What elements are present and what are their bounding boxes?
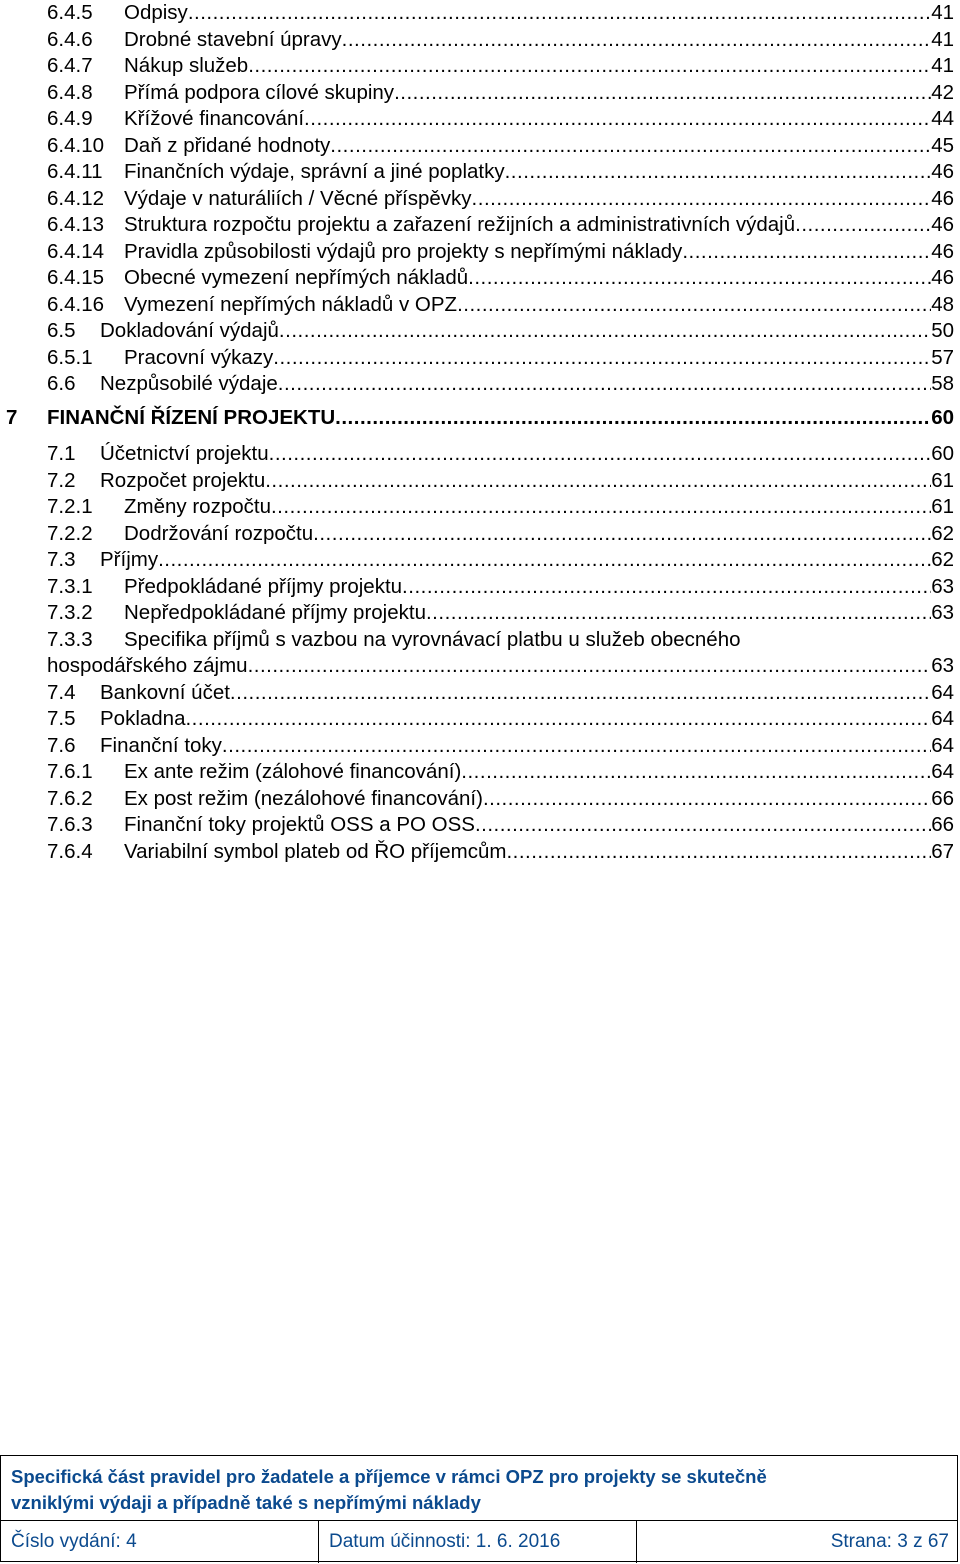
toc-leader-dots (269, 441, 932, 467)
toc-entry-title: Struktura rozpočtu projektu a zařazení režijních a administrativních výdajů (124, 213, 796, 236)
toc-entry-page: 45 (931, 133, 954, 157)
toc-entry-page: 64 (931, 680, 954, 704)
toc-entry-number: 7.3.1 (47, 574, 93, 598)
toc-leader-dots (394, 80, 931, 106)
toc-entry[interactable] (47, 521, 954, 547)
toc-entry-page: 41 (931, 54, 954, 77)
toc-entry-page: 46 (931, 160, 954, 183)
toc-entry[interactable] (47, 812, 954, 838)
toc-entry-title: Ex post režim (nezálohové financování) (124, 786, 483, 810)
toc-entry-page: 67 (931, 839, 954, 863)
toc-entry-page: 64 (931, 760, 954, 783)
toc-entry-title: Ex ante režim (zálohové financování) (124, 760, 462, 783)
toc-leader-dots (461, 759, 931, 785)
toc-entry-page: 66 (931, 813, 954, 836)
toc-entry-number: 6.5.1 (47, 345, 93, 369)
toc-entry-title: Pravidla způsobilosti výdajů pro projekty s nepřímými náklady (124, 239, 683, 263)
toc-entry-number: 6.4.5 (47, 1, 93, 24)
toc-entry-title: Drobné stavební úpravy (124, 27, 342, 51)
toc-entry-page: 66 (931, 786, 954, 810)
toc-leader-dots (158, 547, 931, 573)
toc-leader-dots (475, 812, 931, 838)
toc-entry-page: 63 (931, 601, 954, 624)
footer-effective-date: Datum účinnosti: 1. 6. 2016 (319, 1521, 637, 1563)
toc-entry-title: Přímá podpora cílové skupiny (124, 80, 395, 104)
toc-entry[interactable] (47, 345, 954, 371)
toc-entry-page: 46 (931, 266, 954, 289)
toc-entry-title: Vymezení nepřímých nákladů v OPZ (124, 292, 458, 316)
toc-leader-dots (795, 212, 931, 238)
toc-leader-dots (248, 53, 931, 79)
toc-entry[interactable] (47, 133, 954, 159)
toc-leader-dots (185, 706, 931, 732)
toc-entry-title: Nákup služeb (124, 54, 249, 77)
toc-leader-dots (304, 106, 931, 132)
toc-leader-dots (468, 265, 931, 291)
toc-entry-number: 7.4 (47, 680, 76, 704)
footer-document-title (1, 1456, 957, 1521)
toc-entry[interactable] (47, 547, 954, 573)
toc-leader-dots (335, 405, 931, 431)
toc-entry-title: Výdaje v naturáliích / Věcné příspěvky (124, 186, 472, 210)
toc-entry[interactable] (47, 27, 954, 53)
toc-entry-page: 60 (931, 442, 954, 465)
toc-entry-number: 6.4.6 (47, 27, 93, 51)
footer-title-line-1: Specifická část pravidel pro žadatele a příjemce v rámci OPZ pro projekty se skutečně (11, 1466, 767, 1487)
toc-leader-dots (483, 786, 931, 812)
toc-entry-page: 46 (931, 239, 954, 263)
toc-entry[interactable] (47, 839, 954, 865)
toc-entry[interactable] (47, 733, 954, 759)
toc-entry-title: Finanční toky projektů OSS a PO OSS (124, 813, 475, 836)
toc-entry-number: 6.4.11 (47, 160, 103, 183)
footer-title-line-2: vzniklými výdaji a případně také s nepřímými náklady (11, 1492, 481, 1513)
toc-entry-title: Bankovní účet (100, 680, 230, 704)
toc-entry[interactable] (47, 680, 954, 706)
toc-entry-title: Příjmy (100, 548, 159, 571)
toc-entry[interactable] (47, 265, 954, 291)
toc-entry-number: 6.5 (47, 319, 76, 342)
toc-entry[interactable] (47, 759, 954, 785)
toc-entry[interactable] (47, 292, 954, 318)
toc-entry-title: Křížové financování (124, 107, 305, 130)
toc-entry-title: Dodržování rozpočtu (124, 521, 314, 545)
toc-entry[interactable] (47, 186, 954, 212)
toc-entry[interactable] (47, 627, 954, 653)
toc-entry-page: 58 (931, 372, 954, 395)
footer-page-number: Strana: 3 z 67 (830, 1531, 949, 1552)
toc-entry-page: 50 (931, 319, 954, 342)
toc-entry-title: Předpokládané příjmy projektu (124, 574, 403, 598)
toc-entry-number: 7.3.3 (47, 627, 93, 651)
toc-entry-number: 7.6 (47, 733, 76, 757)
toc-entry-number: 7.6.4 (47, 839, 93, 863)
toc-entry-title: Změny rozpočtu (124, 495, 271, 518)
toc-entry-number: 7 (6, 405, 18, 429)
toc-entry-page: 64 (931, 733, 954, 757)
toc-chapter-entry[interactable] (6, 405, 954, 431)
toc-leader-dots (230, 680, 931, 706)
toc-leader-dots (682, 239, 931, 265)
toc-entry-title: Odpisy (124, 1, 188, 24)
toc-leader-dots (342, 27, 932, 53)
toc-entry-number: 6.6 (47, 372, 76, 395)
toc-entry-title: Variabilní symbol plateb od ŘO příjemcům (124, 839, 507, 863)
toc-leader-dots (188, 0, 931, 26)
toc-entry-number: 7.3.2 (47, 601, 93, 624)
toc-leader-dots (457, 292, 931, 318)
toc-entry[interactable] (47, 0, 954, 26)
toc-entry-number: 6.4.8 (47, 80, 93, 104)
toc-entry-number: 6.4.9 (47, 107, 93, 130)
toc-entry-title: Obecné vymezení nepřímých nákladů (124, 266, 469, 289)
toc-leader-dots (505, 159, 932, 185)
toc-entry-title: Pokladna (100, 707, 186, 730)
toc-leader-dots (273, 345, 931, 371)
toc-entry-number: 6.4.15 (47, 266, 104, 289)
toc-leader-dots (313, 521, 931, 547)
toc-entry[interactable] (47, 494, 954, 520)
toc-entry[interactable] (47, 53, 954, 79)
toc-entry-page: 60 (931, 405, 954, 429)
toc-entry[interactable] (47, 318, 954, 344)
toc-entry-page: 63 (931, 654, 954, 677)
toc-entry[interactable] (47, 239, 954, 265)
toc-leader-dots (278, 371, 931, 397)
toc-leader-dots (279, 318, 931, 344)
toc-entry-page: 48 (931, 292, 954, 316)
toc-leader-dots (265, 468, 931, 494)
toc-entry-title: Finančních výdaje, správní a jiné poplatky (124, 160, 505, 183)
toc-entry-number: 7.3 (47, 548, 76, 571)
toc-leader-dots (248, 653, 932, 679)
toc-leader-dots (222, 733, 931, 759)
toc-entry[interactable] (47, 106, 954, 132)
toc-entry-number: 6.4.13 (47, 213, 104, 236)
toc-entry-page: 62 (931, 521, 954, 545)
toc-entry-number: 7.6.2 (47, 786, 93, 810)
toc-leader-dots (472, 186, 932, 212)
toc-entry-title: Účetnictví projektu (100, 442, 269, 465)
toc-entry-number: 6.4.12 (47, 186, 104, 210)
toc-entry-title: Dokladování výdajů (100, 319, 279, 342)
toc-entry-title: Nepředpokládané příjmy projektu (124, 601, 426, 624)
toc-entry-page: 46 (931, 213, 954, 236)
toc-leader-dots (402, 574, 931, 600)
toc-entry-page: 41 (931, 1, 954, 24)
toc-entry[interactable] (47, 574, 954, 600)
toc-entry[interactable] (47, 706, 954, 732)
footer-info-row (1, 1521, 957, 1563)
toc-entry-number: 6.4.10 (47, 133, 104, 157)
toc-entry-number: 7.6.3 (47, 813, 93, 836)
toc-entry-title-continued: hospodářského zájmu (47, 654, 248, 677)
toc-entry-number: 7.6.1 (47, 760, 93, 783)
toc-entry-page: 57 (931, 345, 954, 369)
toc-entry-number: 7.1 (47, 442, 76, 465)
toc-entry-title: Nezpůsobilé výdaje (100, 372, 278, 395)
toc-leader-dots (330, 133, 931, 159)
toc-entry[interactable] (47, 80, 954, 106)
toc-entry-title: Pracovní výkazy (124, 345, 274, 369)
toc-entry-page: 44 (931, 107, 954, 130)
footer-issue-number: Číslo vydání: 4 (1, 1521, 319, 1563)
toc-entry[interactable] (47, 468, 954, 494)
toc-entry-number: 7.2.1 (47, 495, 93, 518)
toc-entry-title: Daň z přidané hodnoty (124, 133, 331, 157)
toc-entry-number: 6.4.14 (47, 239, 104, 263)
toc-entry-title: Finanční toky (100, 733, 222, 757)
toc-entry-title: FINANČNÍ ŘÍZENÍ PROJEKTU (47, 405, 336, 429)
toc-entry-number: 6.4.16 (47, 292, 104, 316)
toc-entry-continuation[interactable] (47, 653, 954, 679)
toc-leader-dots (506, 839, 931, 865)
toc-entry-page: 41 (931, 27, 954, 51)
page-footer (0, 1455, 958, 1562)
toc-entry-page: 62 (931, 548, 954, 571)
toc-entry-title: Rozpočet projektu (100, 468, 266, 492)
toc-leader-dots (426, 600, 931, 626)
toc-leader-dots (271, 494, 931, 520)
toc-entry[interactable] (47, 159, 954, 185)
toc-entry-page: 61 (931, 468, 954, 492)
toc-entry[interactable] (47, 212, 954, 238)
toc-entry-number: 7.2 (47, 468, 76, 492)
toc-entry[interactable] (47, 441, 954, 467)
toc-entry[interactable] (47, 600, 954, 626)
toc-entry-number: 7.2.2 (47, 521, 93, 545)
toc-entry-page: 42 (931, 80, 954, 104)
toc-entry-page: 61 (931, 495, 954, 518)
toc-entry-number: 6.4.7 (47, 54, 93, 77)
toc-entry[interactable] (47, 371, 954, 397)
toc-entry-page: 46 (931, 186, 954, 210)
toc-entry-page: 64 (931, 707, 954, 730)
toc-entry-number: 7.5 (47, 707, 76, 730)
toc-entry[interactable] (47, 786, 954, 812)
toc-entry-title: Specifika příjmů s vazbou na vyrovnávací platbu u služeb obecného (124, 627, 741, 651)
toc-entry-page: 63 (931, 574, 954, 598)
